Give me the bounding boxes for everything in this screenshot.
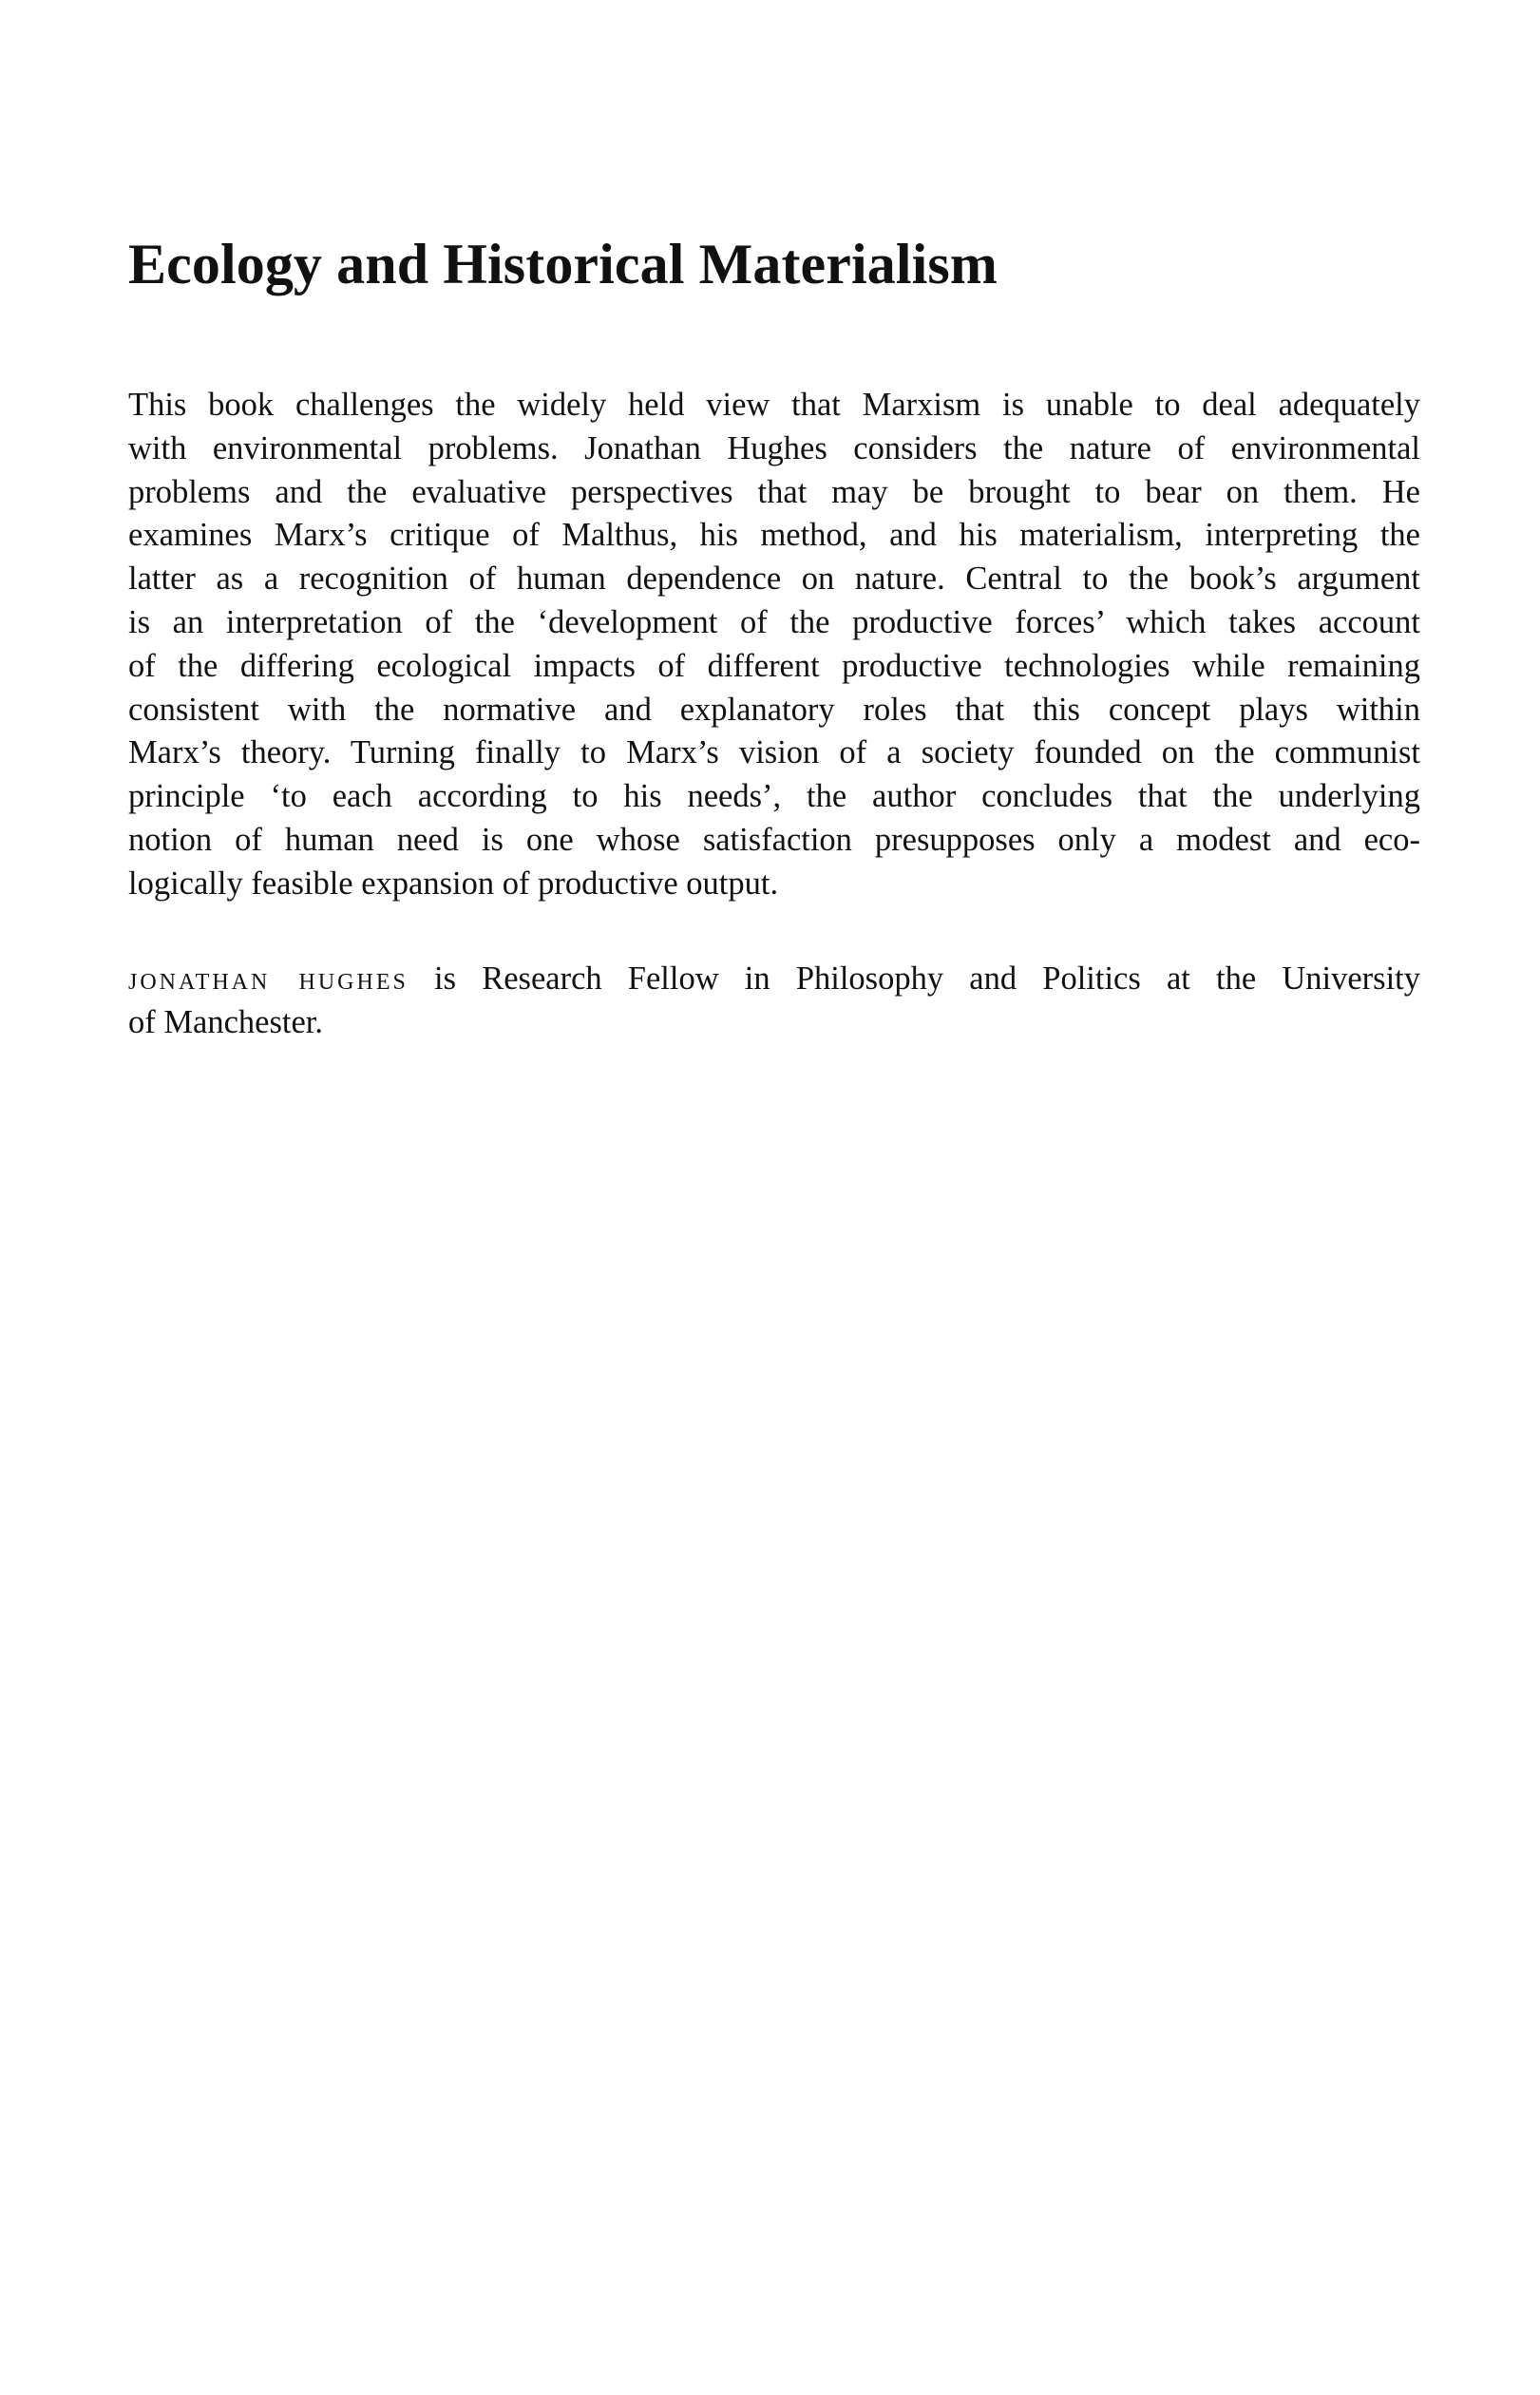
description-line-10: principle ‘to each according to his needs’, the author concludes that the underlying (128, 778, 1420, 815)
description-line-6: is an interpretation of the ‘development of the productive forces’ which takes account (128, 603, 1420, 640)
book-title: Ecology and Historical Materialism (128, 233, 998, 295)
description-line-11: notion of human need is one whose satisfaction presupposes only a modest and eco- (128, 821, 1420, 858)
author-bio (128, 958, 1420, 1045)
author-name: jonathan hughes (128, 960, 409, 997)
description-line-7: of the differing ecological impacts of different productive technologies while remaining (128, 647, 1420, 684)
description-line-12: logically feasible expansion of productive output. (128, 865, 779, 902)
author-bio-line-1 (128, 958, 1420, 1001)
description-line-3: problems and the evaluative perspectives that may be brought to bear on them. He (128, 473, 1420, 510)
author-bio-line-2: of Manchester. (128, 1003, 324, 1040)
description-line-1: This book challenges the widely held view that Marxism is unable to deal adequately (128, 387, 1420, 423)
book-description (128, 384, 1420, 906)
description-line-8: consistent with the normative and explanatory roles that this concept plays within (128, 691, 1420, 728)
description-line-2: with environmental problems. Jonathan Hughes considers the nature of environmental (128, 429, 1420, 466)
description-line-4: examines Marx’s critique of Malthus, his method, and his materialism, interpreting the (128, 517, 1420, 554)
description-line-9: Marx’s theory. Turning finally to Marx’s vision of a society founded on the communist (128, 734, 1420, 771)
description-line-5: latter as a recognition of human dependence on nature. Central to the book’s argument (128, 561, 1420, 598)
author-bio-text: is Research Fellow in Philosophy and Politics at the University (408, 960, 1420, 997)
